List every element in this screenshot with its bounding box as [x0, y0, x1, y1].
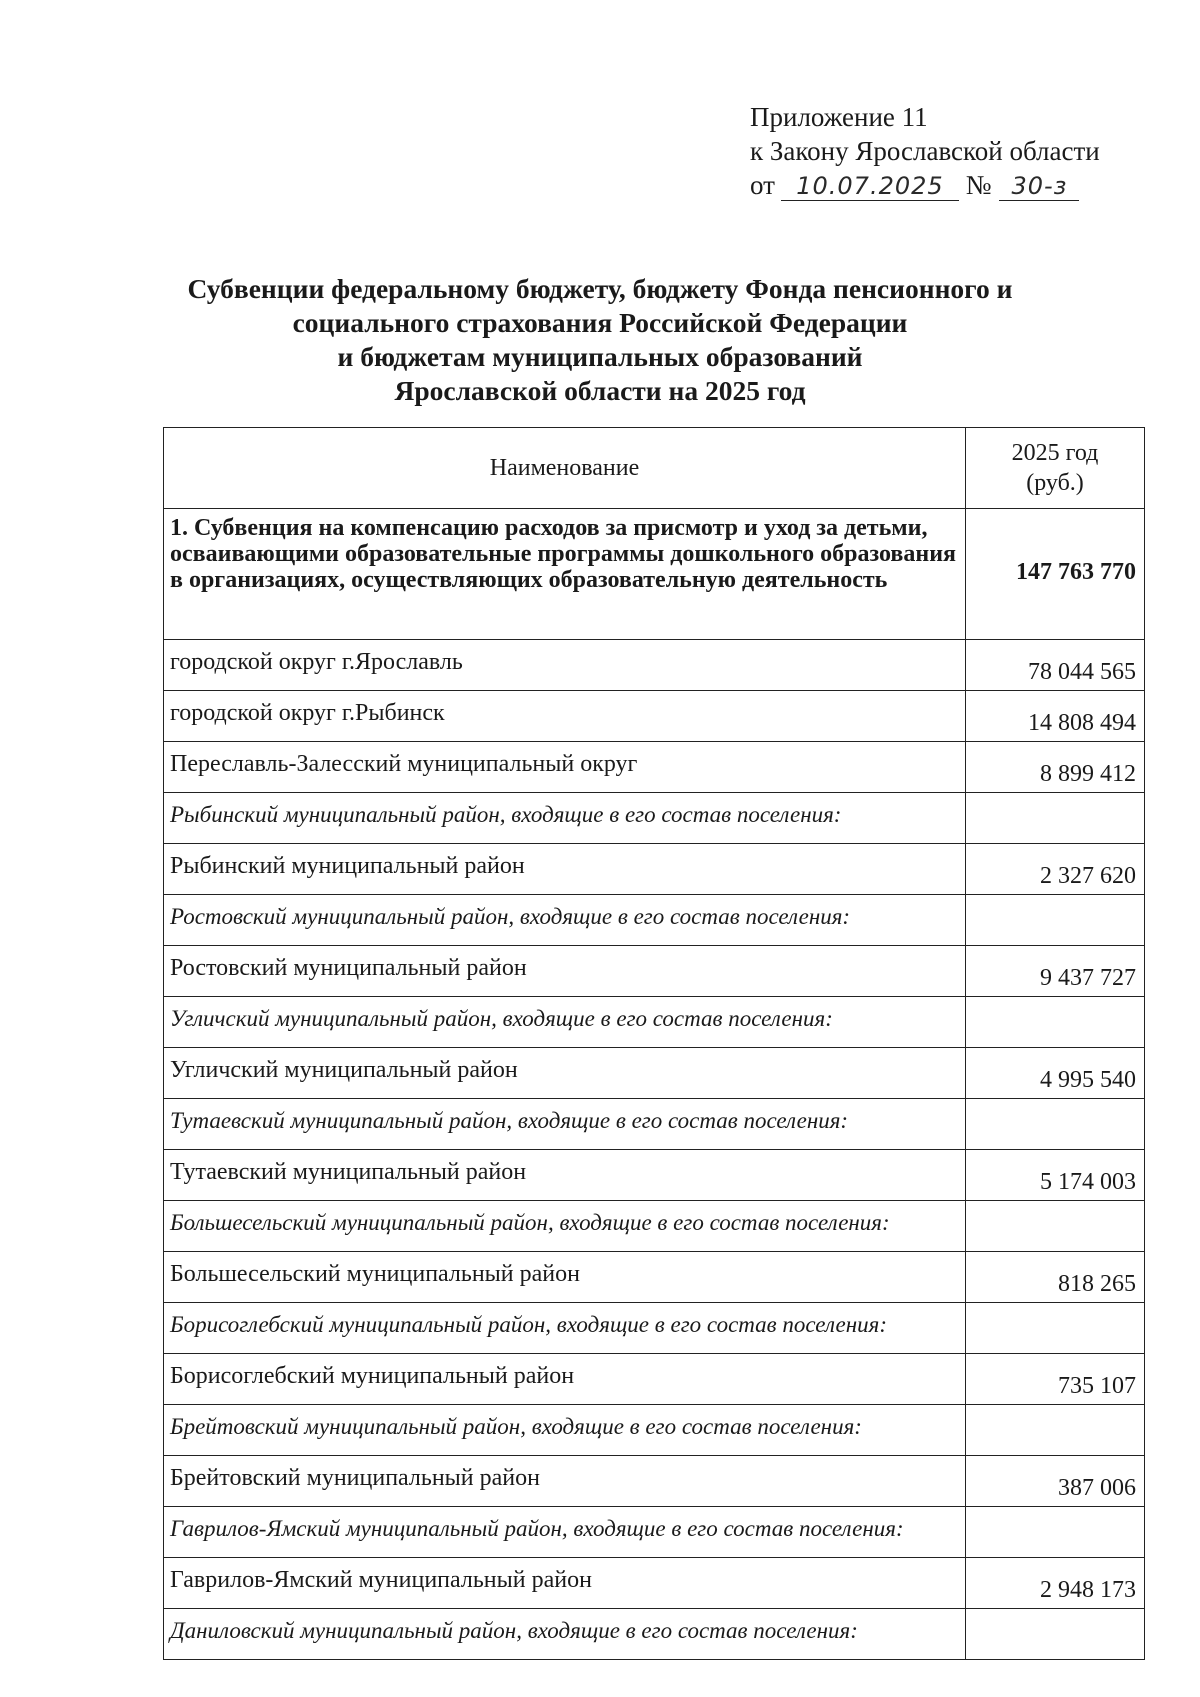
row-value: 2 327 620	[966, 844, 1145, 895]
header-name: Наименование	[164, 428, 966, 509]
appendix-law-reference: к Закону Ярославской области	[750, 136, 1100, 166]
row-value	[966, 1609, 1145, 1660]
row-name: Брейтовский муниципальный район	[164, 1456, 966, 1507]
row-name: Брейтовский муниципальный район, входящие в его состав поселения:	[164, 1405, 966, 1456]
row-value: 9 437 727	[966, 946, 1145, 997]
row-value: 387 006	[966, 1456, 1145, 1507]
row-value	[966, 895, 1145, 946]
row-value	[966, 1201, 1145, 1252]
row-name: Угличский муниципальный район, входящие в его состав поселения:	[164, 997, 966, 1048]
document-title	[150, 272, 1050, 408]
table-row	[164, 742, 1145, 793]
table-body	[164, 509, 1145, 1660]
table-row	[164, 844, 1145, 895]
row-name: Борисоглебский муниципальный район, входящие в его состав поселения:	[164, 1303, 966, 1354]
title-line-2: социального страхования Российской Федерации	[292, 307, 908, 338]
row-name: Большесельский муниципальный район, входящие в его состав поселения:	[164, 1201, 966, 1252]
subgroup-heading-row	[164, 895, 1145, 946]
number-label: №	[965, 170, 992, 200]
subgroup-heading-row	[164, 1099, 1145, 1150]
row-name: городской округ г.Рыбинск	[164, 691, 966, 742]
row-name: Переславль-Залесский муниципальный округ	[164, 742, 966, 793]
row-name: Гаврилов-Ямский муниципальный район, входящие в его состав поселения:	[164, 1507, 966, 1558]
row-name: Угличский муниципальный район	[164, 1048, 966, 1099]
header-year-label: 2025 год	[1011, 440, 1099, 466]
subvention-table	[163, 427, 1145, 1660]
appendix-header	[750, 100, 1100, 202]
table-row	[164, 1558, 1145, 1609]
table-header-row	[164, 428, 1145, 509]
row-value: 8 899 412	[966, 742, 1145, 793]
header-year-unit: (руб.)	[1026, 470, 1084, 496]
subgroup-heading-row	[164, 1609, 1145, 1660]
row-name: городской округ г.Ярославль	[164, 640, 966, 691]
table-row	[164, 640, 1145, 691]
row-name: Гаврилов-Ямский муниципальный район	[164, 1558, 966, 1609]
table-row	[164, 1150, 1145, 1201]
row-name: Большесельский муниципальный район	[164, 1252, 966, 1303]
row-value: 4 995 540	[966, 1048, 1145, 1099]
row-value	[966, 1303, 1145, 1354]
row-value: 5 174 003	[966, 1150, 1145, 1201]
table-row	[164, 691, 1145, 742]
row-name: Рыбинский муниципальный район	[164, 844, 966, 895]
appendix-date-number-line	[750, 168, 1100, 202]
table-row	[164, 1252, 1145, 1303]
row-value	[966, 1507, 1145, 1558]
title-line-3: и бюджетам муниципальных образований	[337, 341, 863, 372]
row-value: 14 808 494	[966, 691, 1145, 742]
header-year	[966, 428, 1145, 509]
row-value: 78 044 565	[966, 640, 1145, 691]
from-label: от	[750, 170, 775, 200]
row-value	[966, 793, 1145, 844]
appendix-number: Приложение 11	[750, 102, 928, 132]
table-row	[164, 946, 1145, 997]
handwritten-date: 10.07.2025	[781, 172, 959, 201]
table-row	[164, 1456, 1145, 1507]
row-value	[966, 1405, 1145, 1456]
row-name: Тутаевский муниципальный район, входящие в его состав поселения:	[164, 1099, 966, 1150]
row-value	[966, 1099, 1145, 1150]
section-value: 147 763 770	[966, 509, 1145, 640]
table-row	[164, 1048, 1145, 1099]
title-line-4: Ярославской области на 2025 год	[394, 375, 806, 406]
subgroup-heading-row	[164, 1201, 1145, 1252]
table-row	[164, 1354, 1145, 1405]
row-name: Тутаевский муниципальный район	[164, 1150, 966, 1201]
handwritten-number: 30-з	[999, 172, 1079, 201]
title-line-1: Субвенции федеральному бюджету, бюджету Фонда пенсионного и	[187, 273, 1013, 304]
subgroup-heading-row	[164, 1303, 1145, 1354]
row-name: Борисоглебский муниципальный район	[164, 1354, 966, 1405]
row-name: Ростовский муниципальный район, входящие в его состав поселения:	[164, 895, 966, 946]
row-value	[966, 997, 1145, 1048]
row-name: Рыбинский муниципальный район, входящие в его состав поселения:	[164, 793, 966, 844]
row-name: Ростовский муниципальный район	[164, 946, 966, 997]
row-name: Даниловский муниципальный район, входящие в его состав поселения:	[164, 1609, 966, 1660]
section-row	[164, 509, 1145, 640]
section-name: 1. Субвенция на компенсацию расходов за присмотр и уход за детьми, осваивающими образовательные программы дошкольного образования в организациях, осуществляющих образовательную деятельность	[164, 509, 966, 640]
row-value: 2 948 173	[966, 1558, 1145, 1609]
row-value: 735 107	[966, 1354, 1145, 1405]
subgroup-heading-row	[164, 997, 1145, 1048]
subgroup-heading-row	[164, 1507, 1145, 1558]
subgroup-heading-row	[164, 793, 1145, 844]
subgroup-heading-row	[164, 1405, 1145, 1456]
row-value: 818 265	[966, 1252, 1145, 1303]
